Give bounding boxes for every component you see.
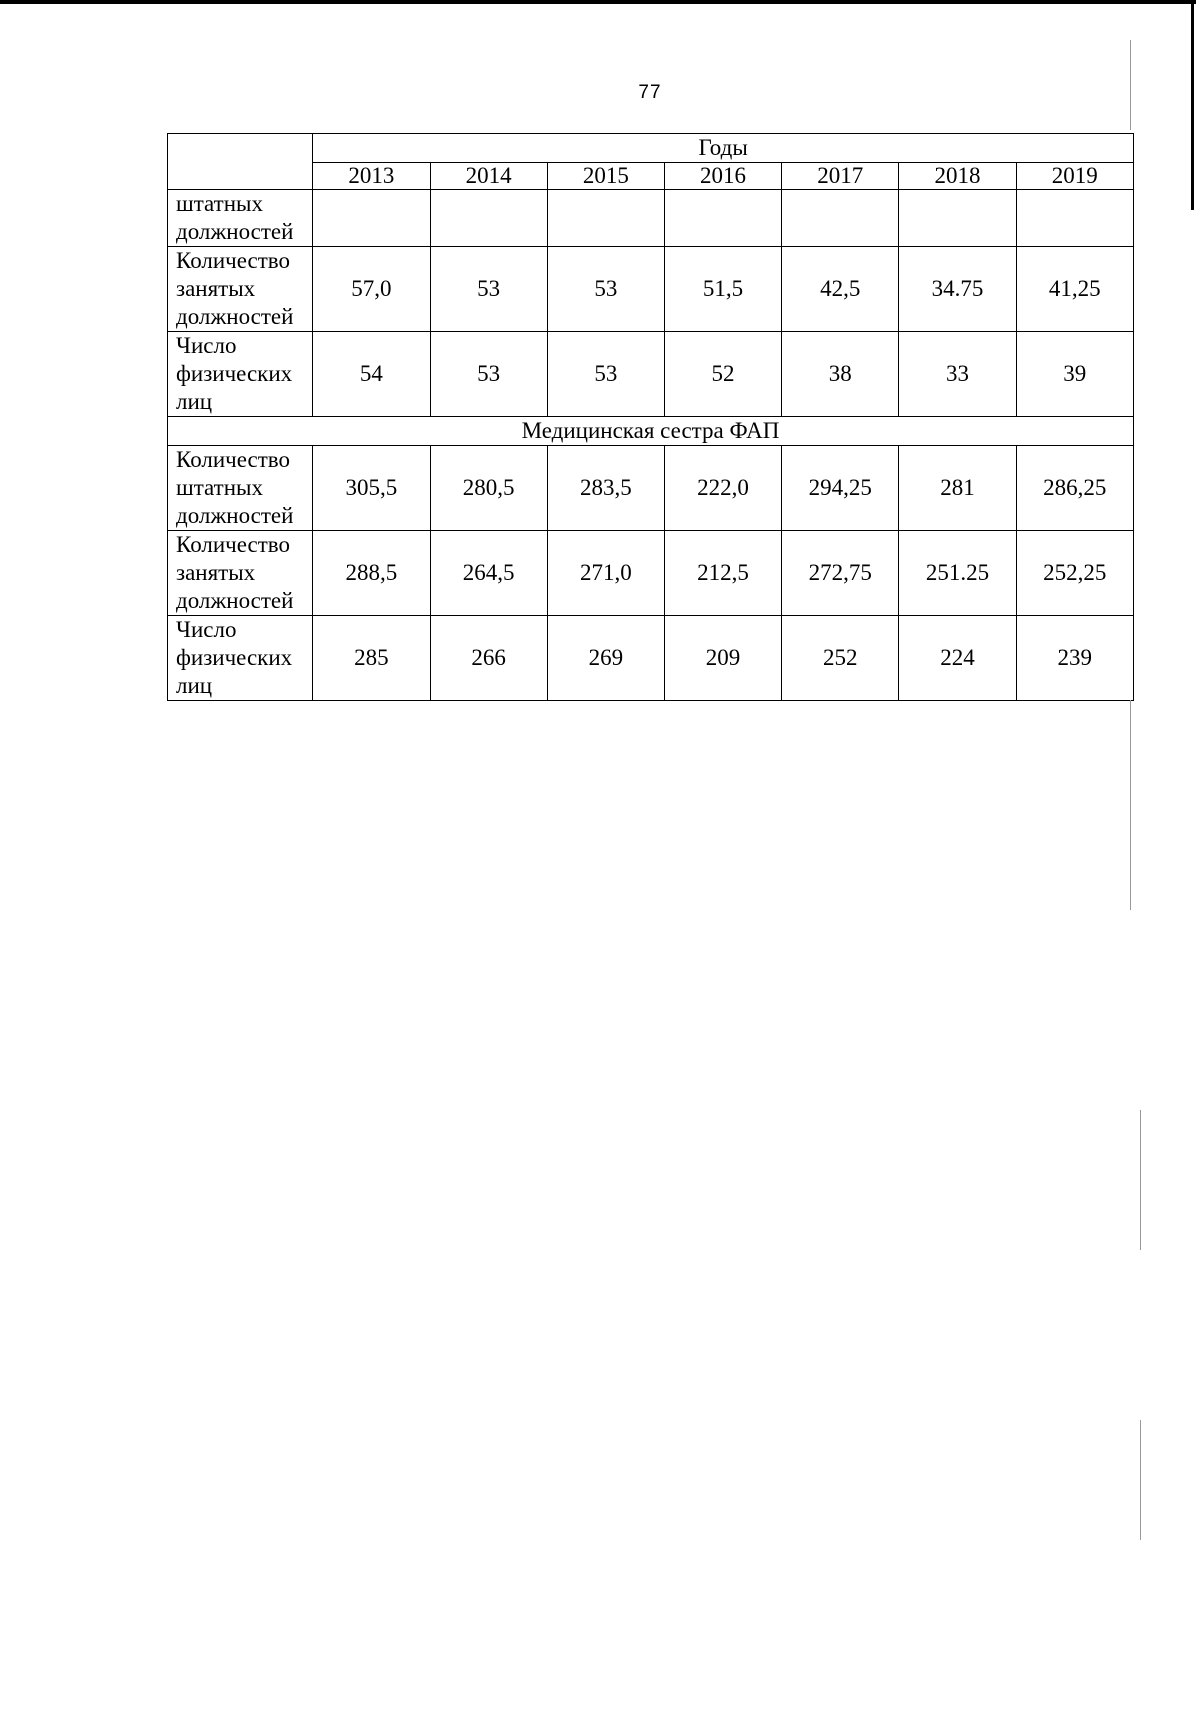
row-label: Количество занятых должностей xyxy=(168,531,313,616)
value-cell: 53 xyxy=(547,247,664,332)
value-cell xyxy=(430,190,547,247)
value-cell: 281 xyxy=(899,446,1016,531)
year-header-cell: 2014 xyxy=(430,163,547,190)
value-cell xyxy=(782,190,899,247)
value-cell: 286,25 xyxy=(1016,446,1133,531)
table-row xyxy=(168,446,1134,531)
page-border-right xyxy=(1191,0,1194,210)
scan-artifact xyxy=(1130,40,1131,130)
years-header: Годы xyxy=(313,134,1134,163)
table-row xyxy=(168,531,1134,616)
row-label: Число физических лиц xyxy=(168,616,313,701)
year-header-cell: 2013 xyxy=(313,163,430,190)
value-cell: 38 xyxy=(782,332,899,417)
value-cell: 53 xyxy=(430,332,547,417)
value-cell xyxy=(313,190,430,247)
table-row xyxy=(168,190,1134,247)
value-cell: 239 xyxy=(1016,616,1133,701)
value-cell: 33 xyxy=(899,332,1016,417)
value-cell: 42,5 xyxy=(782,247,899,332)
year-header-cell: 2018 xyxy=(899,163,1016,190)
section-title: Медицинская сестра ФАП xyxy=(168,417,1134,446)
value-cell: 53 xyxy=(430,247,547,332)
row-label: Количество занятых должностей xyxy=(168,247,313,332)
value-cell: 283,5 xyxy=(547,446,664,531)
value-cell: 266 xyxy=(430,616,547,701)
value-cell: 280,5 xyxy=(430,446,547,531)
value-cell: 209 xyxy=(664,616,781,701)
year-header-cell: 2016 xyxy=(664,163,781,190)
row-label: Количество штатных должностей xyxy=(168,446,313,531)
value-cell: 212,5 xyxy=(664,531,781,616)
staffing-table xyxy=(167,133,1134,701)
value-cell: 271,0 xyxy=(547,531,664,616)
value-cell: 57,0 xyxy=(313,247,430,332)
value-cell xyxy=(547,190,664,247)
value-cell: 39 xyxy=(1016,332,1133,417)
value-cell: 222,0 xyxy=(664,446,781,531)
section-row xyxy=(168,417,1134,446)
year-header-cell: 2017 xyxy=(782,163,899,190)
value-cell: 252 xyxy=(782,616,899,701)
value-cell: 264,5 xyxy=(430,531,547,616)
scan-artifact xyxy=(1130,700,1131,910)
table-row xyxy=(168,332,1134,417)
value-cell: 288,5 xyxy=(313,531,430,616)
table-row xyxy=(168,616,1134,701)
value-cell xyxy=(664,190,781,247)
value-cell: 269 xyxy=(547,616,664,701)
scan-artifact xyxy=(1140,1110,1141,1250)
header-row-years xyxy=(168,163,1134,190)
value-cell: 34.75 xyxy=(899,247,1016,332)
value-cell: 252,25 xyxy=(1016,531,1133,616)
value-cell: 41,25 xyxy=(1016,247,1133,332)
value-cell: 51,5 xyxy=(664,247,781,332)
scan-artifact xyxy=(1140,1420,1141,1540)
table-row xyxy=(168,247,1134,332)
value-cell xyxy=(1016,190,1133,247)
value-cell: 53 xyxy=(547,332,664,417)
row-label: штатных должностей xyxy=(168,190,313,247)
page-number: 77 xyxy=(638,82,662,103)
page-border-top xyxy=(0,0,1196,4)
year-header-cell: 2015 xyxy=(547,163,664,190)
value-cell: 285 xyxy=(313,616,430,701)
value-cell: 251.25 xyxy=(899,531,1016,616)
header-row-group xyxy=(168,134,1134,163)
value-cell: 52 xyxy=(664,332,781,417)
value-cell: 54 xyxy=(313,332,430,417)
value-cell xyxy=(899,190,1016,247)
value-cell: 294,25 xyxy=(782,446,899,531)
year-header-cell: 2019 xyxy=(1016,163,1133,190)
value-cell: 305,5 xyxy=(313,446,430,531)
value-cell: 224 xyxy=(899,616,1016,701)
header-corner-cell xyxy=(168,134,313,190)
value-cell: 272,75 xyxy=(782,531,899,616)
row-label: Число физических лиц xyxy=(168,332,313,417)
